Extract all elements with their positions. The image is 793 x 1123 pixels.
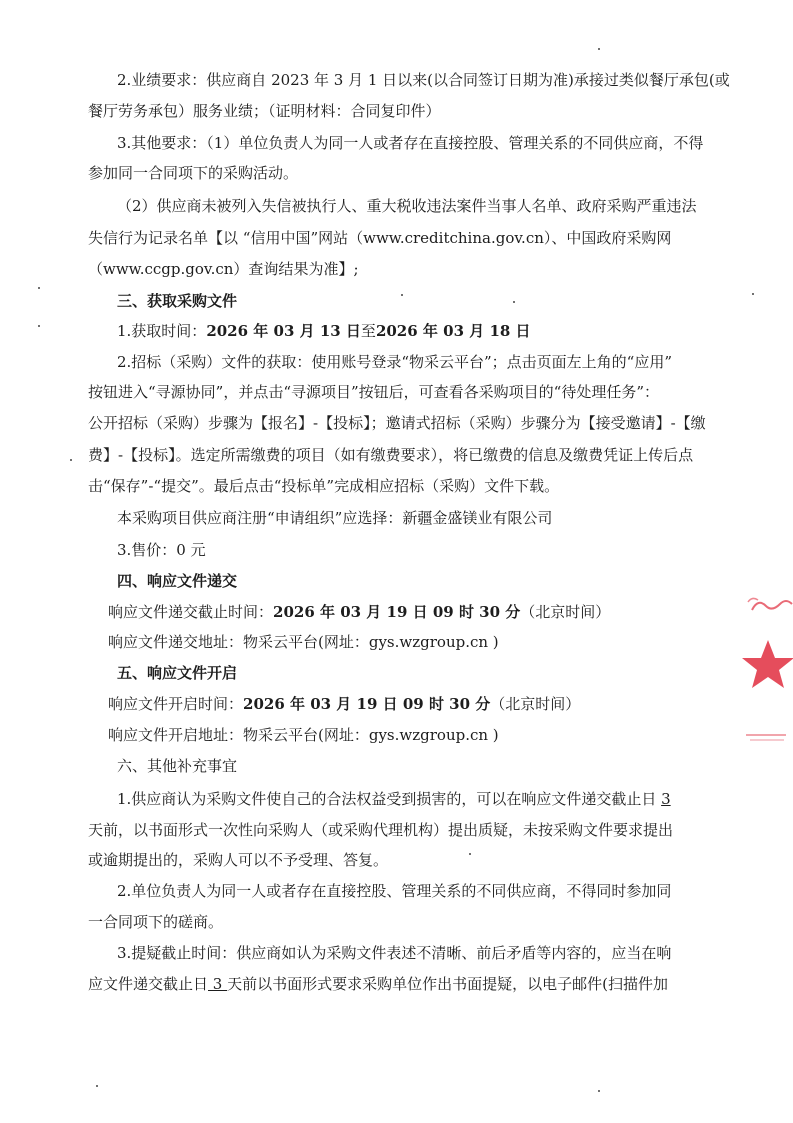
text-line: 或逾期提出的，采购人可以不予受理、答复。 xyxy=(88,851,389,869)
text-line: 本采购项目供应商注册“申请组织”应选择：新疆金盛镁业有限公司 xyxy=(117,509,553,527)
scan-speck xyxy=(513,301,515,303)
seal-stamp-fragment xyxy=(738,580,793,750)
text-line xyxy=(108,694,748,714)
scan-speck xyxy=(70,459,72,461)
text-line: 响应文件递交地址：物采云平台(网址：gys.wzgroup.cn ) xyxy=(108,633,499,651)
text: 应文件递交截止日 xyxy=(88,975,209,993)
section-heading: 六、其他补充事宜 xyxy=(117,757,238,775)
scan-speck xyxy=(469,853,471,855)
opening-time: 2026 年 03 月 19 日 09 时 30 分 xyxy=(243,695,491,713)
text-line: 公开招标（采购）步骤为【报名】-【投标】；邀请式招标（采购）步骤分为【接受邀请】-【缴 xyxy=(88,414,706,432)
text-line: 费】-【投标】。选定所需缴费的项目（如有缴费要求），将已缴费的信息及缴费凭证上传后点 xyxy=(88,446,694,464)
date-start: 2026 年 03 月 13 日 xyxy=(206,322,361,340)
text-line: 餐厅劳务承包）服务业绩；（证明材料：合同复印件） xyxy=(88,102,441,120)
section-heading: 五、响应文件开启 xyxy=(117,664,238,682)
text-line: 2.单位负责人为同一人或者存在直接控股、管理关系的不同供应商，不得同时参加同 xyxy=(117,882,672,900)
text-line: 3.提疑截止时间：供应商如认为采购文件表述不清晰、前后矛盾等内容的，应当在响 xyxy=(117,944,672,962)
text-line xyxy=(117,321,757,341)
text: 至 xyxy=(360,322,376,340)
label: 响应文件递交截止时间： xyxy=(108,603,274,621)
text-line xyxy=(108,602,748,622)
day-count: 3 xyxy=(208,975,228,993)
scan-speck xyxy=(752,293,754,295)
text-line: 击“保存”-“提交”。最后点击“投标单”完成相应招标（采购）文件下载。 xyxy=(88,477,560,495)
day-count: 3 xyxy=(661,790,671,808)
text-line: 2.业绩要求：供应商自 2023 年 3 月 1 日以来(以合同签订日期为准)承接过类似餐厅承包(或 xyxy=(117,71,730,89)
text: 天前以书面形式要求采购单位作出书面提疑，以电子邮件(扫描件加 xyxy=(227,975,668,993)
scan-speck xyxy=(598,1090,600,1092)
text-line: 一合同项下的磋商。 xyxy=(88,913,224,931)
deadline-time: 2026 年 03 月 19 日 09 时 30 分 xyxy=(273,603,521,621)
text-line: 3.售价：0 元 xyxy=(117,541,206,559)
timezone-note: （北京时间） xyxy=(520,603,611,621)
text-line: 失信行为记录名单【以 “信用中国”网站（www.creditchina.gov.cn）、中国政府采购网 xyxy=(88,229,672,247)
text-line: 按钮进入“寻源协同”，并点击“寻源项目”按钮后，可查看各采购项目的“待处理任务”： xyxy=(88,383,660,401)
scan-speck xyxy=(38,287,40,289)
scan-speck xyxy=(401,294,403,296)
text-line: （www.ccgp.gov.cn）查询结果为准】; xyxy=(88,260,359,278)
section-heading: 三、获取采购文件 xyxy=(117,292,238,310)
text-line: 3.其他要求：（1）单位负责人为同一人或者存在直接控股、管理关系的不同供应商，不得 xyxy=(117,134,704,152)
text-line: 参加同一合同项下的采购活动。 xyxy=(88,164,299,182)
timezone-note: （北京时间） xyxy=(490,695,581,713)
text-line xyxy=(117,789,757,809)
text: 1.供应商认为采购文件使自己的合法权益受到损害的，可以在响应文件递交截止日 xyxy=(117,790,662,808)
scan-speck xyxy=(96,1085,98,1087)
date-end: 2026 年 03 月 18 日 xyxy=(375,322,531,340)
text-line: （2）供应商未被列入失信被执行人、重大税收违法案件当事人名单、政府采购严重违法 xyxy=(117,197,697,215)
text-line: 2.招标（采购）文件的获取：使用账号登录“物采云平台”；点击页面左上角的“应用” xyxy=(117,353,672,371)
text-line xyxy=(88,974,728,994)
text-line: 响应文件开启地址：物采云平台(网址：gys.wzgroup.cn ) xyxy=(108,726,499,744)
label: 响应文件开启时间： xyxy=(108,695,244,713)
scan-speck xyxy=(598,48,600,50)
label: 1.获取时间： xyxy=(117,322,207,340)
scan-speck xyxy=(38,325,40,327)
section-heading: 四、响应文件递交 xyxy=(117,572,238,590)
text-line: 天前，以书面形式一次性向采购人（或采购代理机构）提出质疑，未按采购文件要求提出 xyxy=(88,821,674,839)
